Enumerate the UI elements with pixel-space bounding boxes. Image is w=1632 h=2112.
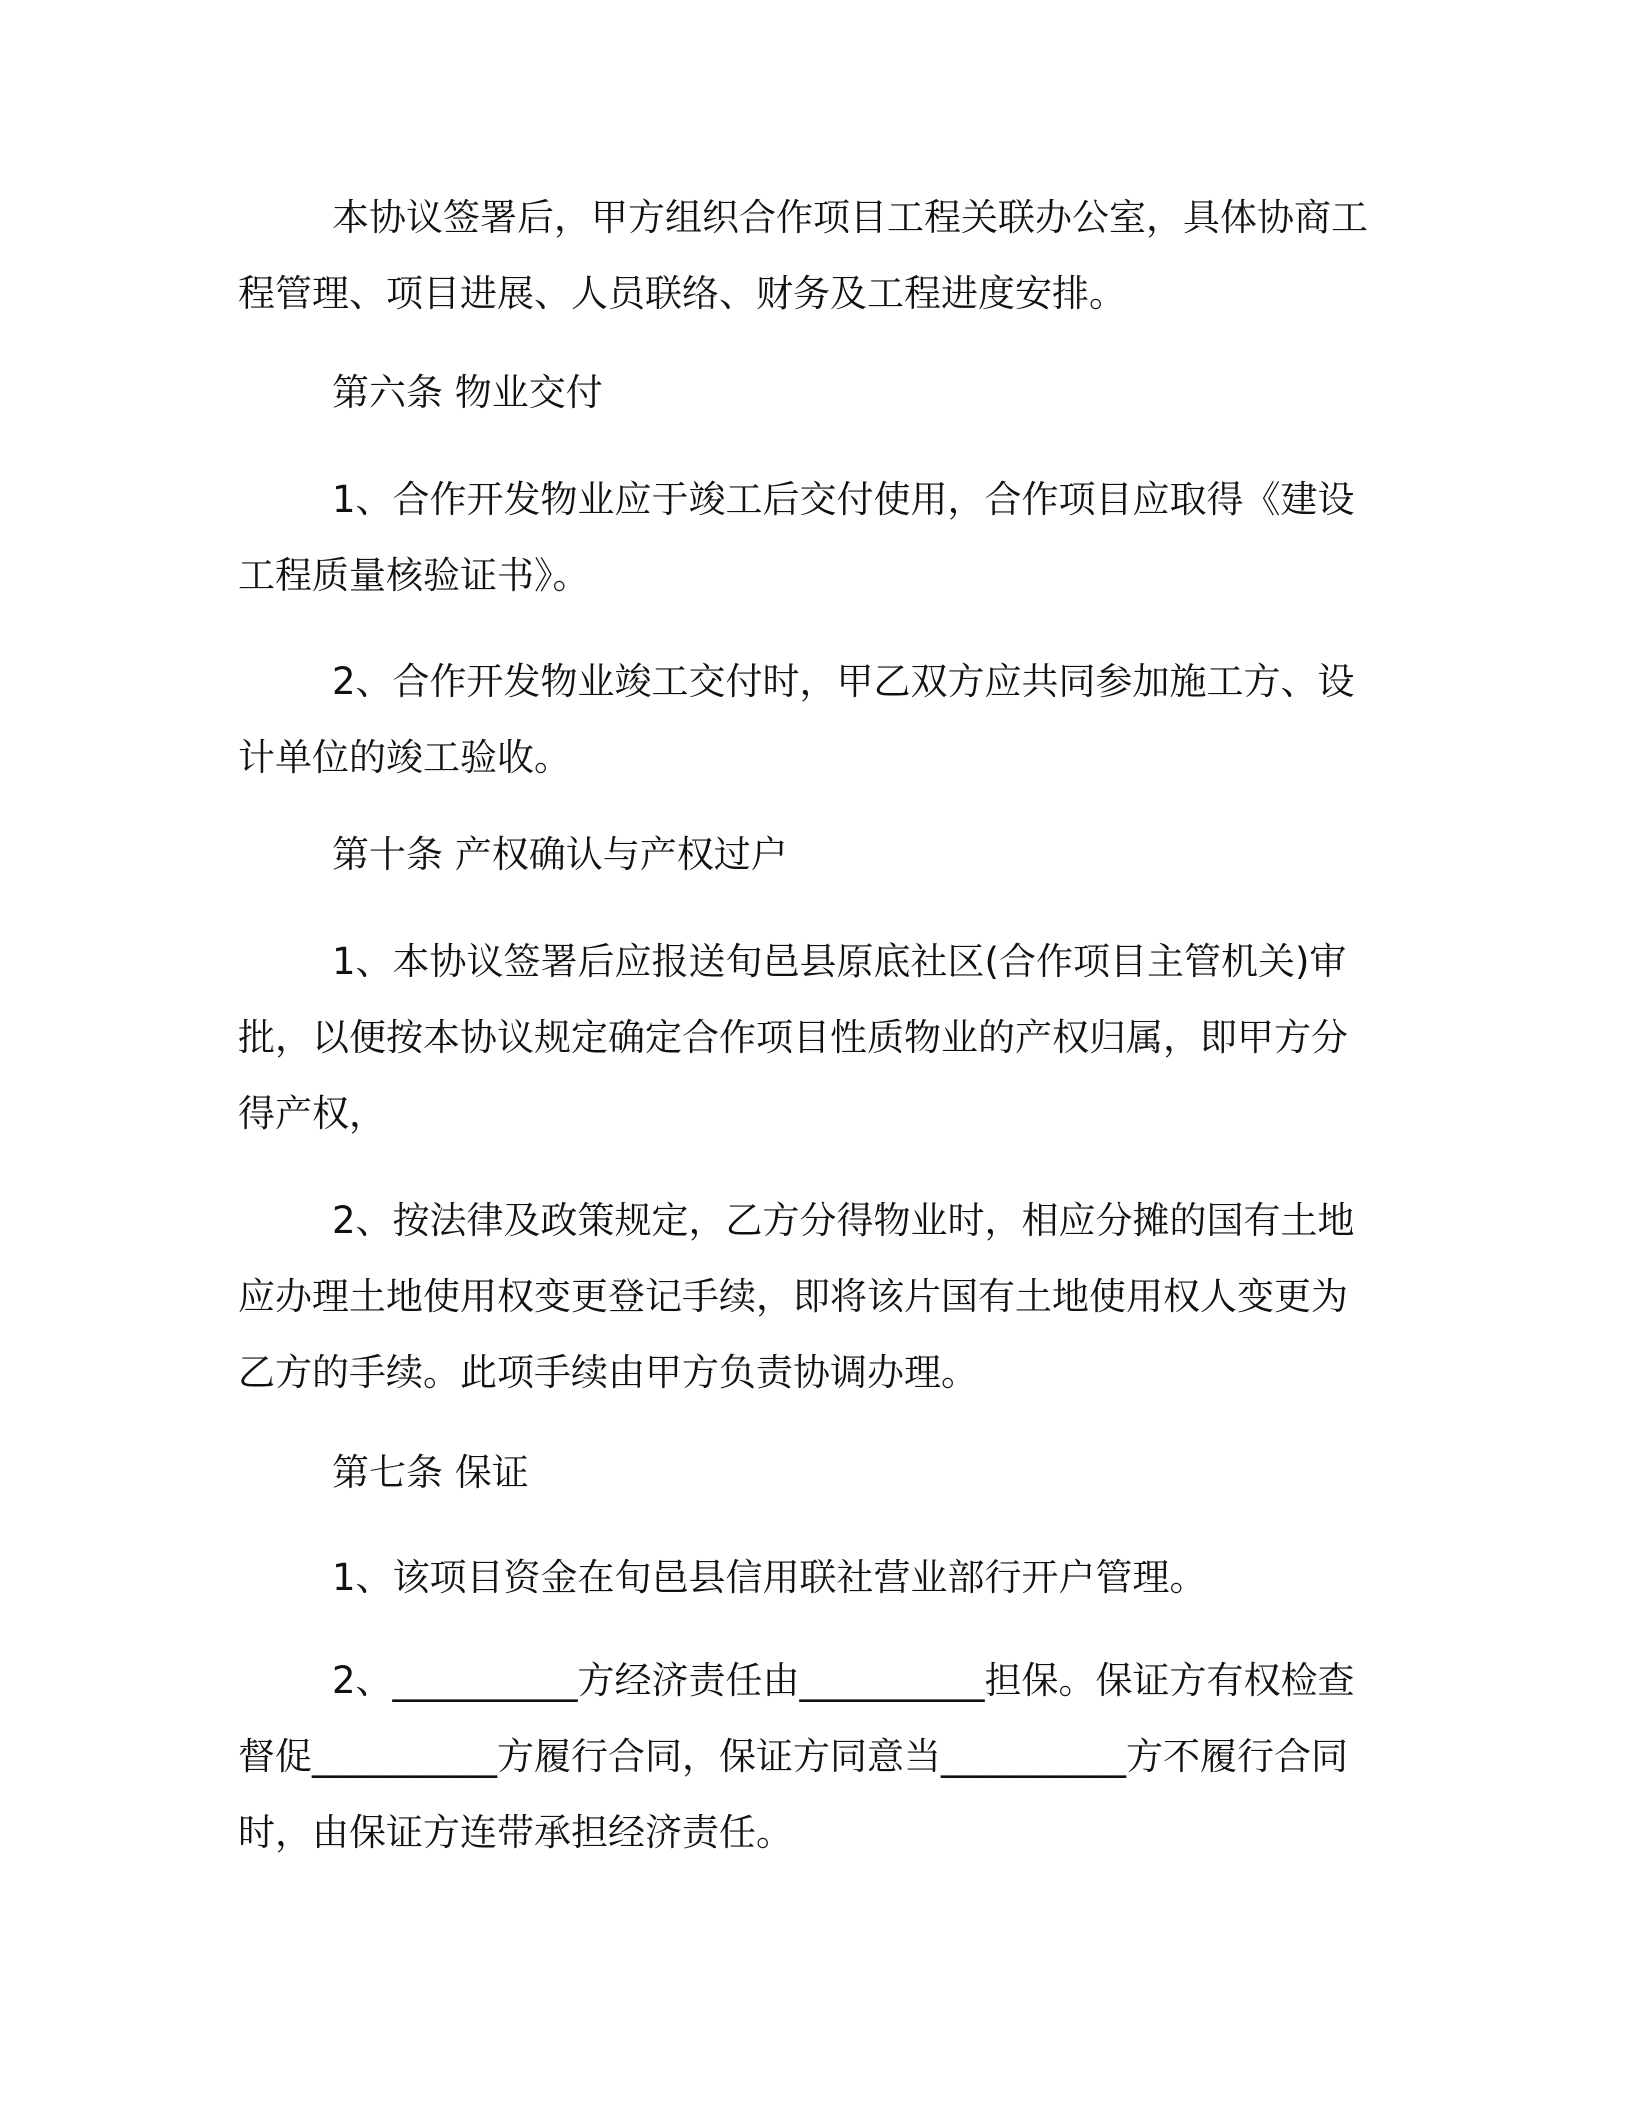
text-line: 本协议签署后，甲方组织合作项目工程关联办公室，具体协商工 [332, 196, 1368, 239]
text-line: 1、该项目资金在旬邑县信用联社营业部行开户管理。 [332, 1556, 1207, 1599]
text-line: 工程质量核验证书》。 [238, 554, 590, 597]
text-line: 1、本协议签署后应报送旬邑县原底社区(合作项目主管机关)审 [332, 940, 1347, 983]
section-heading-article-6 [238, 355, 603, 431]
text-line: 时，由保证方连带承担经济责任。 [238, 1811, 793, 1854]
heading-text: 第六条 物业交付 [332, 371, 603, 414]
text-line: 2、按法律及政策规定，乙方分得物业时，相应分摊的国有土地 [332, 1199, 1355, 1242]
heading-text: 第十条 产权确认与产权过户 [332, 833, 788, 876]
paragraph-10-1 [238, 924, 1348, 1152]
text-line: 应办理土地使用权变更登记手续，即将该片国有土地使用权人变更为 [238, 1275, 1348, 1318]
section-heading-article-7 [238, 1435, 529, 1511]
text-line: 乙方的手续。此项手续由甲方负责协调办理。 [238, 1351, 978, 1394]
text-line: 得产权， [238, 1092, 386, 1135]
paragraph-7-2 [238, 1643, 1355, 1871]
text-line: 批，以便按本协议规定确定合作项目性质物业的产权归属，即甲方分 [238, 1016, 1348, 1059]
text-line: 2、__________方经济责任由__________担保。保证方有权检查 [332, 1659, 1355, 1702]
text-line: 程管理、项目进展、人员联络、财务及工程进度安排。 [238, 272, 1126, 315]
text-line: 1、合作开发物业应于竣工后交付使用，合作项目应取得《建设 [332, 478, 1355, 521]
paragraph-7-1 [238, 1540, 1207, 1616]
text-line: 计单位的竣工验收。 [238, 736, 571, 779]
text-line: 2、合作开发物业竣工交付时，甲乙双方应共同参加施工方、设 [332, 660, 1355, 703]
heading-text: 第七条 保证 [332, 1451, 529, 1494]
paragraph-10-2 [238, 1183, 1355, 1411]
paragraph-project-office [238, 180, 1368, 332]
paragraph-6-1 [238, 462, 1355, 614]
section-heading-article-10 [238, 817, 788, 893]
text-line: 督促__________方履行合同，保证方同意当__________方不履行合同 [238, 1735, 1348, 1778]
paragraph-6-2 [238, 644, 1355, 796]
